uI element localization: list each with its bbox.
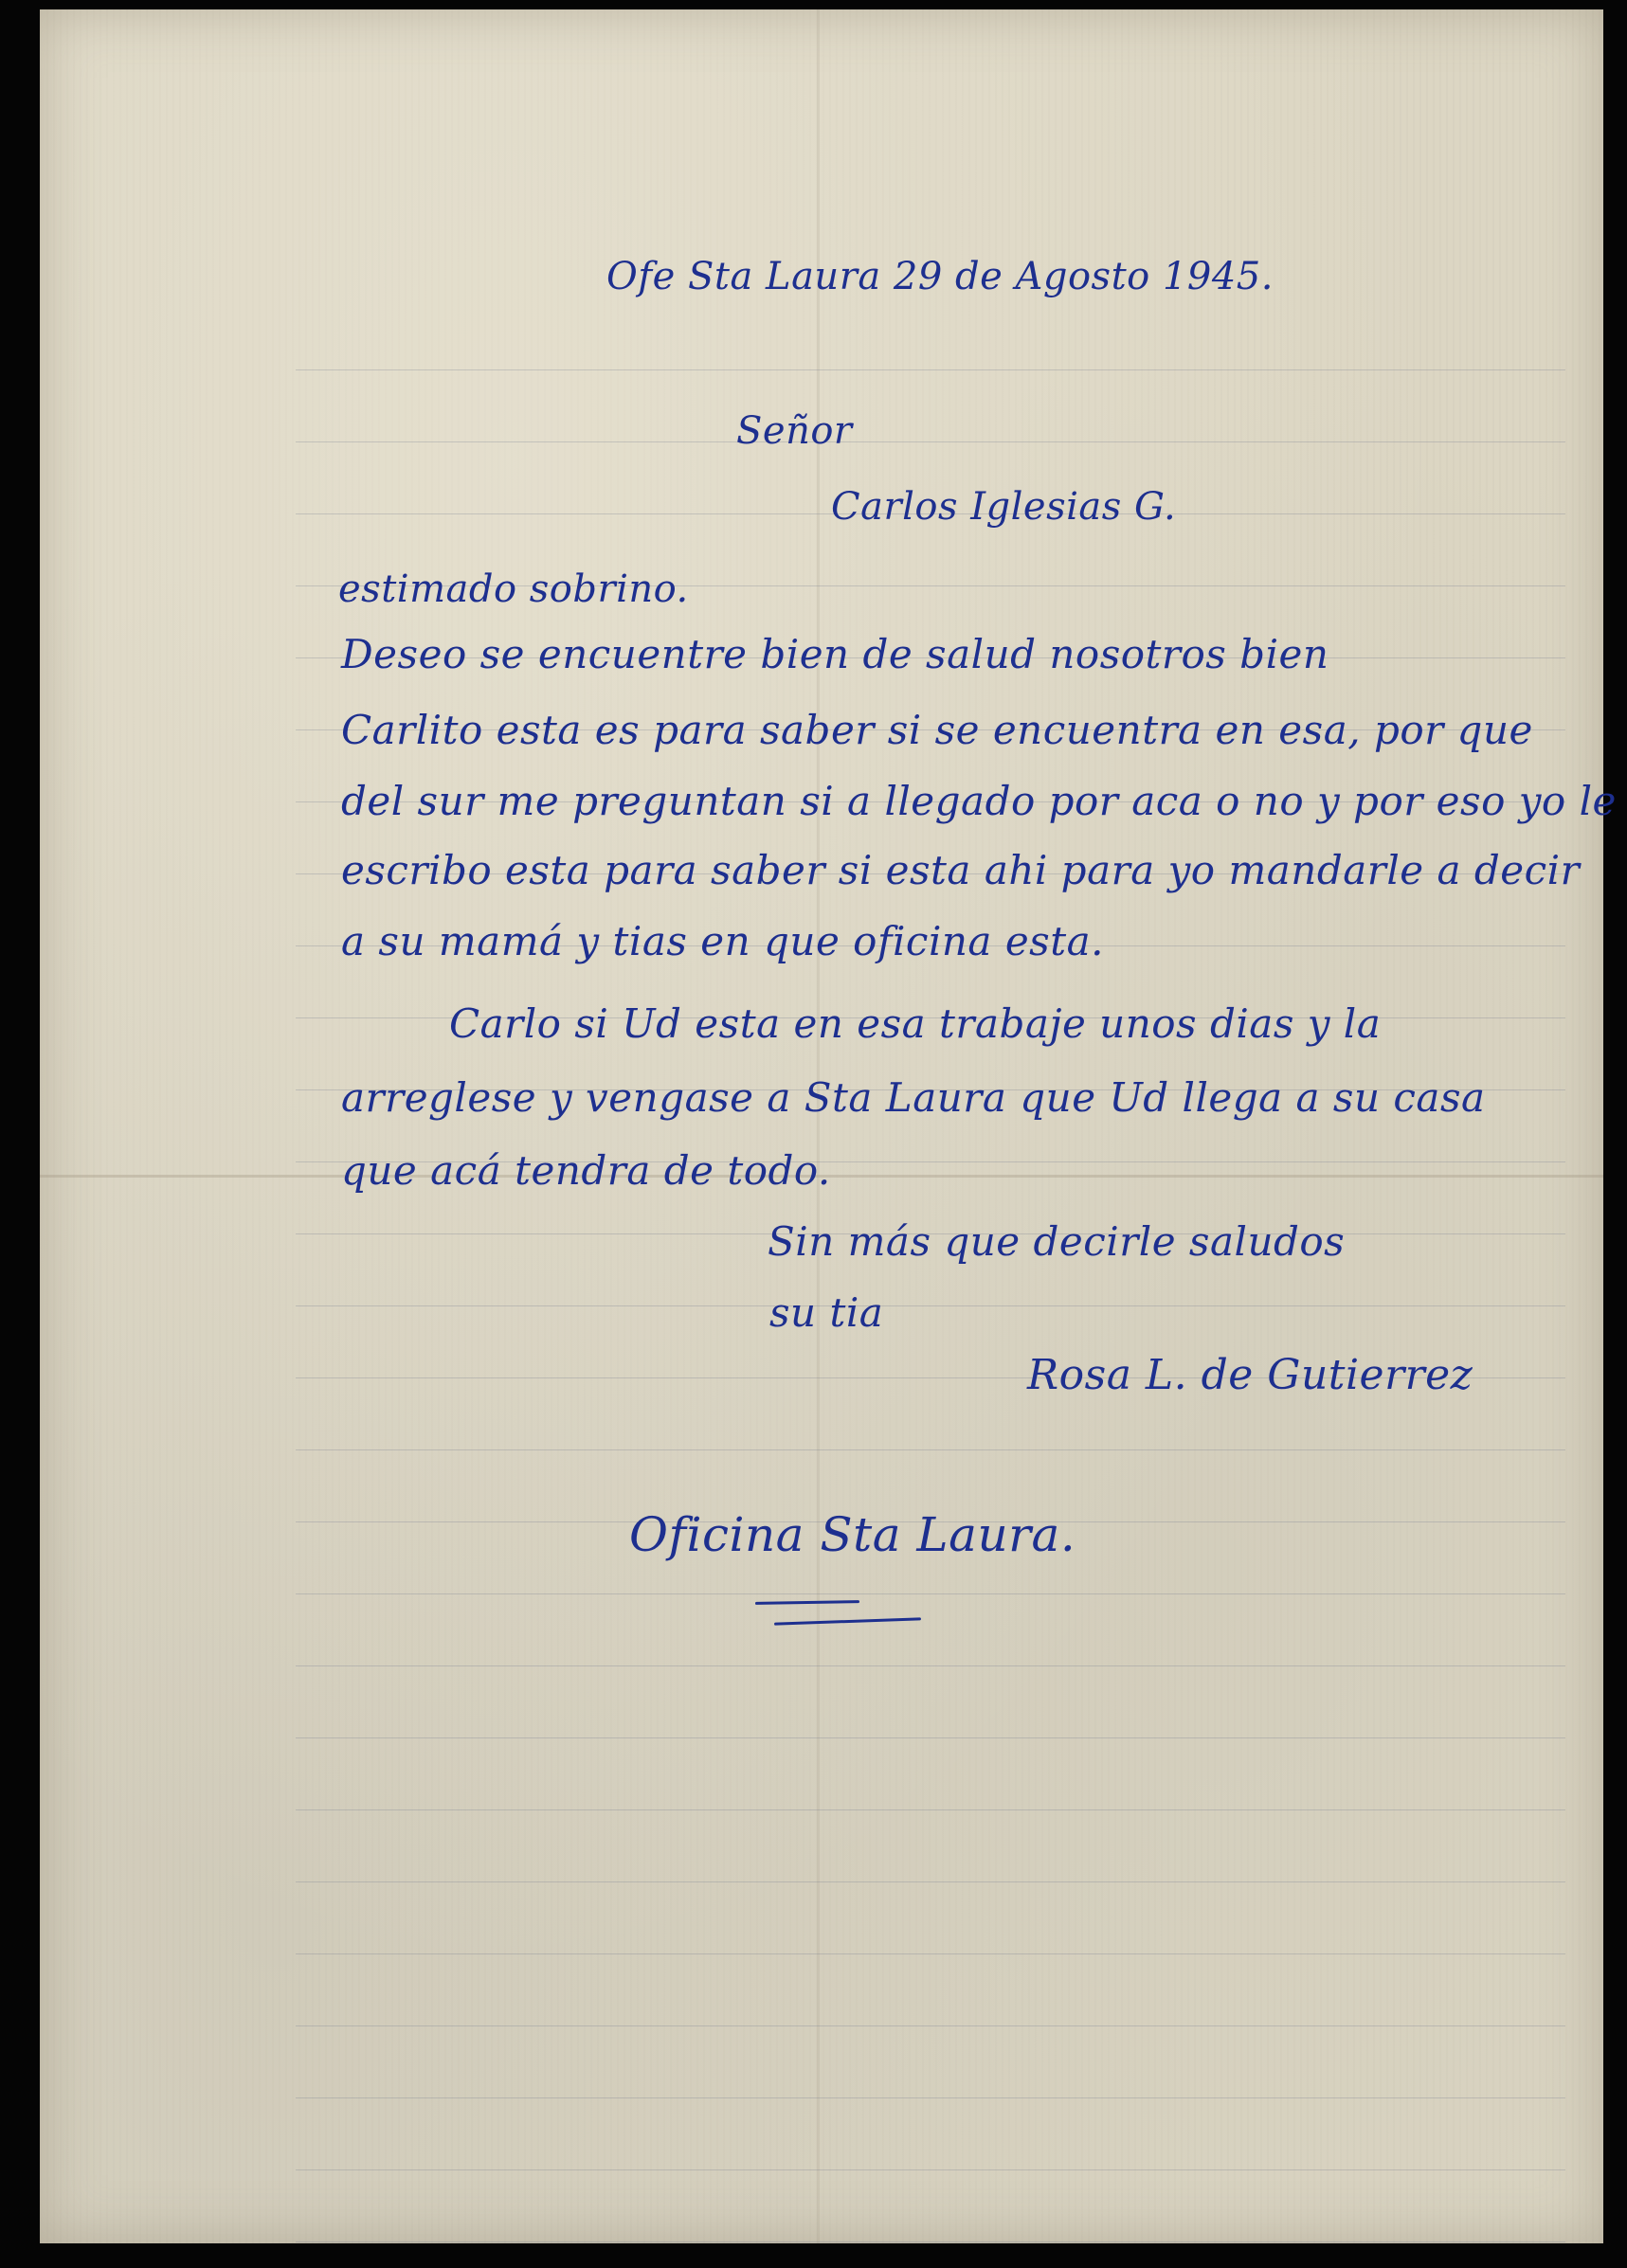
letter-date-line: Ofe Sta Laura 29 de Agosto 1945. (606, 255, 1274, 298)
letter-body-line: Deseo se encuentre bien de salud nosotros bien (341, 631, 1329, 677)
letter-body-line: que acá tendra de todo. (341, 1147, 831, 1194)
letter-body-line: escribo esta para saber si esta ahi para yo mandarle a decir (341, 847, 1581, 893)
ruled-line (296, 2025, 1565, 2026)
letter-body-line: Carlo si Ud esta en esa trabaje unos dias y la (449, 1000, 1382, 1047)
letter-paper (40, 9, 1617, 2243)
ruled-line (296, 2241, 1565, 2242)
ruled-line (296, 2169, 1565, 2170)
letter-signature: Rosa L. de Gutierrez (1027, 1351, 1473, 1399)
letter-addressee: Carlos Iglesias G. (831, 485, 1177, 529)
ruled-line (296, 1809, 1565, 1810)
letter-greeting: estimado sobrino. (338, 567, 689, 611)
letter-closing-line: su tia (769, 1289, 884, 1336)
ruled-line (296, 1737, 1565, 1738)
ruled-line (296, 1881, 1565, 1882)
letter-body-line: a su mamá y tias en que oficina esta. (341, 918, 1104, 964)
paper-fold-vertical (817, 9, 820, 2243)
letter-body-line: arreglese y vengase a Sta Laura que Ud llega a su casa (341, 1074, 1486, 1121)
ruled-line (296, 441, 1565, 442)
ruled-line (296, 1593, 1565, 1594)
ruled-line (296, 369, 1565, 370)
letter-salutation-title: Señor (736, 409, 853, 453)
letter-footer-place: Oficina Sta Laura. (629, 1507, 1076, 1562)
ruled-line (296, 1665, 1565, 1666)
ruled-line (296, 1953, 1565, 1954)
footer-underline-stroke (774, 1617, 921, 1625)
letter-body-line: Carlito esta es para saber si se encuentra en esa, por que (341, 707, 1533, 753)
footer-underline-stroke (755, 1600, 859, 1605)
ruled-line (296, 1305, 1565, 1306)
letter-closing-line: Sin más que decirle saludos (768, 1218, 1346, 1265)
letter-body-line: del sur me preguntan si a llegado por aca o no y por eso yo le (341, 778, 1617, 824)
ruled-line (296, 1449, 1565, 1450)
ruled-line (296, 2097, 1565, 2098)
